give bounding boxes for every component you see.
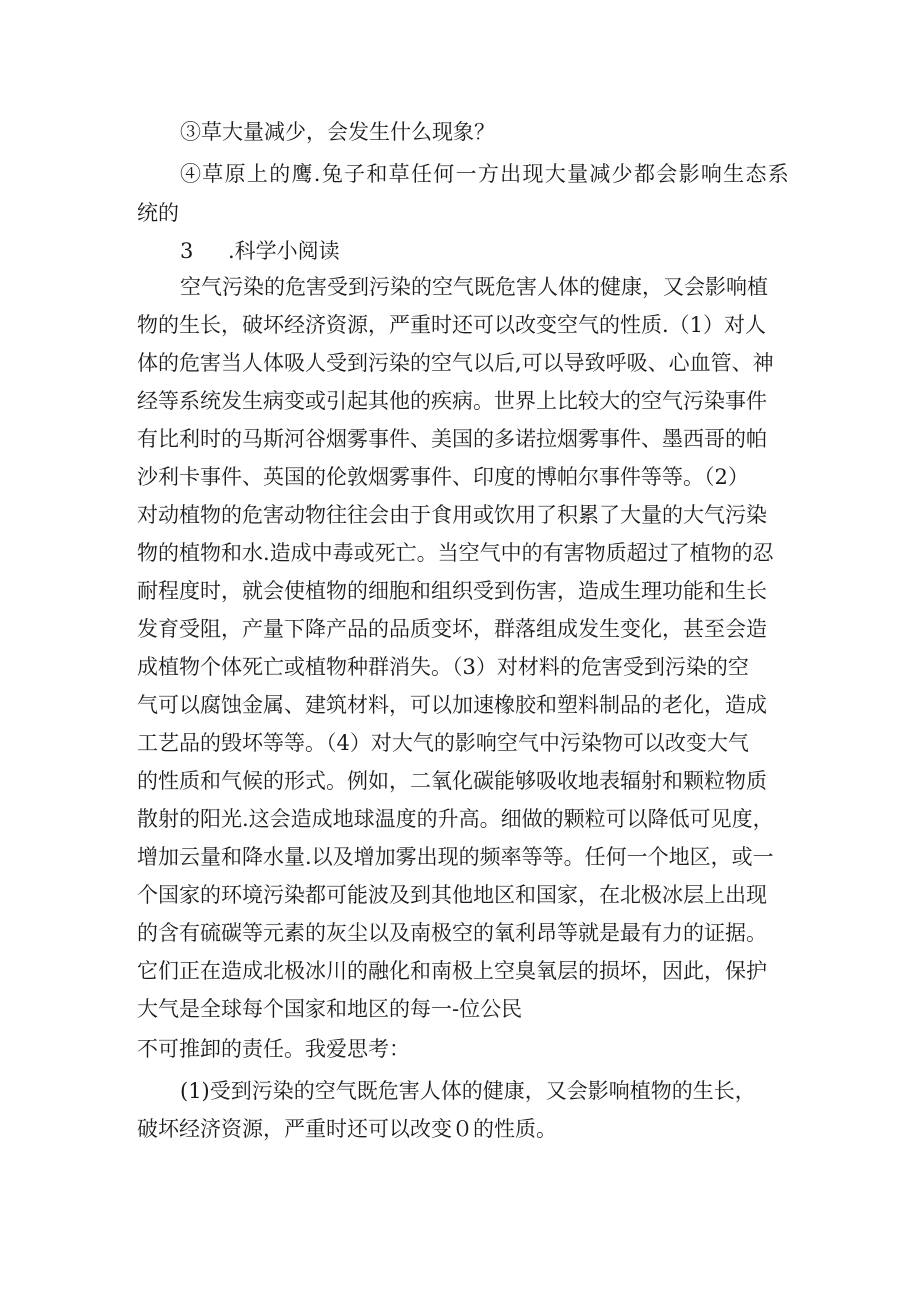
article-line: 成植物个体死亡或植物种群消失。（3）对材料的危害受到污染的空 [137,655,749,679]
closing-line: 不可推卸的责任。我爱思考： [137,1037,410,1061]
question-4-line-1: ④草原上的鹰.兔子和草任何一方出现大量减少都会影响生态系 [180,162,791,186]
question-4-line-2: 统的 [137,201,179,225]
article-line: 气可以腐蚀金属、建筑材料，可以加速橡胶和塑料制品的老化，造成 [137,693,767,717]
article-line: 经等系统发生病变或引起其他的疾病。世界上比较大的空气污染事件 [137,389,767,413]
article-line: 物的生长，破坏经济资源，严重时还可以改变空气的性质.（1）对人 [137,313,767,337]
article-line: 增加云量和降水量.以及增加雾出现的频率等等。任何一个地区，或一 [137,845,774,869]
article-line: 空气污染的危害受到污染的空气既危害人体的健康，又会影响植 [180,275,768,299]
article-line: 的含有硫碳等元素的灰尘以及南极空的氧利昂等就是最有力的证据。 [137,921,767,945]
thinking-question-1-line-1: (1)受到污染的空气既危害人体的健康，又会影响植物的生长， [180,1079,756,1103]
section-heading [180,236,340,266]
section-title: .科学小阅读 [228,239,340,263]
article-line: 散射的阳光.这会造成地球温度的升高。细做的颗粒可以降低可见度， [137,807,774,831]
article-line: 体的危害当人体吸人受到污染的空气以后,可以导致呼吸、心血管、神 [137,351,774,375]
article-line: 物的植物和水.造成中毒或死亡。当空气中的有害物质超过了植物的忍 [137,541,774,565]
article-line: 个国家的环境污染都可能波及到其他地区和国家，在北极冰层上出现 [137,883,767,907]
article-line: 有比利时的马斯河谷烟雾事件、美国的多诺拉烟雾事件、墨西哥的帕 [137,427,767,451]
article-line: 工艺品的毁坏等等。（4）对大气的影响空气中污染物可以改变大气 [137,731,749,755]
article-line: 耐程度时，就会使植物的细胞和组织受到伤害，造成生理功能和生长 [137,579,767,603]
article-line: 对动植物的危害动物往往会由于食用或饮用了积累了大量的大气污染 [137,503,767,527]
article-line: 发育受阻，产量下降产品的品质变坏，群落组成发生变化，甚至会造 [137,617,767,641]
article-line: 大气是全球每个国家和地区的每一-位公民 [137,997,523,1021]
thinking-question-1-line-2: 破坏经济资源，严重时还可以改变０的性质。 [137,1117,557,1141]
article-line: 的性质和气候的形式。例如，二氧化碳能够吸收地表辐射和颗粒物质 [137,769,767,793]
question-3: ③草大量减少，会发生什么现象？ [180,120,495,144]
article-line: 它们正在造成北极冰川的融化和南极上空臭氧层的损坏，因此，保护 [137,959,767,983]
article-line: 沙利卡事件、英国的伦敦烟雾事件、印度的博帕尔事件等等。（2） [137,465,749,489]
section-number: 3 [180,239,194,263]
